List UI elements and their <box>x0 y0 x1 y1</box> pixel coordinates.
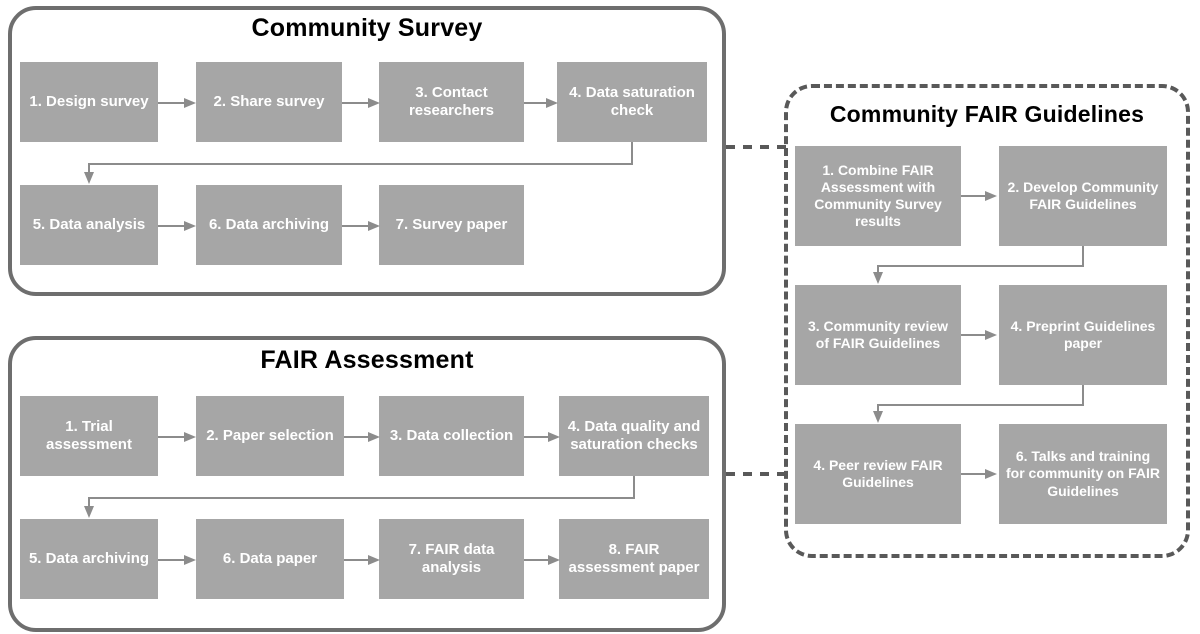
node-cs5[interactable] <box>20 185 158 265</box>
group-title-community-survey: Community Survey <box>251 14 483 42</box>
node-cg5-label: 4. Peer review FAIR Guidelines <box>813 456 943 490</box>
node-cg6[interactable] <box>999 424 1167 524</box>
node-fa7-label: 7. FAIR data analysis <box>408 540 495 576</box>
node-cs2[interactable] <box>196 62 342 142</box>
node-cs2-label: 2. Share survey <box>213 92 325 110</box>
node-fa6-label: 6. Data paper <box>222 549 318 567</box>
node-cs5-label: 5. Data analysis <box>32 215 146 233</box>
node-cg1-label: 1. Combine FAIR Assessment with Community Survey results <box>814 161 942 230</box>
node-fa6[interactable] <box>196 519 344 599</box>
node-fa5-label: 5. Data archiving <box>28 549 150 567</box>
node-cs6-label: 6. Data archiving <box>208 215 330 233</box>
link-assessment-to-guidelines <box>726 470 788 478</box>
node-fa4[interactable] <box>559 396 709 476</box>
node-fa8[interactable] <box>559 519 709 599</box>
node-cg4[interactable] <box>999 285 1167 385</box>
node-fa3-label: 3. Data collection <box>389 426 514 444</box>
node-fa4-label: 4. Data quality and saturation checks <box>567 417 701 453</box>
link-survey-to-guidelines <box>726 143 788 151</box>
node-cg6-label: 6. Talks and training for community on FAIR Guidelines <box>1006 448 1160 499</box>
node-cs1-label: 1. Design survey <box>29 92 149 110</box>
node-fa1-label: 1. Trial assessment <box>46 417 132 453</box>
node-cg2-label: 2. Develop Community FAIR Guidelines <box>1007 178 1159 212</box>
node-fa2-label: 2. Paper selection <box>206 426 334 444</box>
group-title-community-fair-guidelines: Community FAIR Guidelines <box>829 101 1145 127</box>
node-cg3[interactable] <box>795 285 961 385</box>
node-cs4[interactable] <box>557 62 707 142</box>
node-fa7[interactable] <box>379 519 524 599</box>
node-fa1[interactable] <box>20 396 158 476</box>
node-cg4-label: 4. Preprint Guidelines paper <box>1010 317 1156 351</box>
node-fa5[interactable] <box>20 519 158 599</box>
node-cg1[interactable] <box>795 146 961 246</box>
node-cg3-label: 3. Community review of FAIR Guidelines <box>807 317 949 351</box>
node-cs4-label: 4. Data saturation check <box>569 83 695 119</box>
node-fa2[interactable] <box>196 396 344 476</box>
node-cg2[interactable] <box>999 146 1167 246</box>
node-fa8-label: 8. FAIR assessment paper <box>568 540 700 576</box>
node-cs6[interactable] <box>196 185 342 265</box>
node-cg5[interactable] <box>795 424 961 524</box>
node-cs3[interactable] <box>379 62 524 142</box>
node-cs7-label: 7. Survey paper <box>395 215 508 233</box>
node-cs1[interactable] <box>20 62 158 142</box>
group-title-fair-assessment: FAIR Assessment <box>260 346 474 374</box>
node-cs7[interactable] <box>379 185 524 265</box>
node-fa3[interactable] <box>379 396 524 476</box>
node-cs3-label: 3. Contact researchers <box>408 83 495 119</box>
